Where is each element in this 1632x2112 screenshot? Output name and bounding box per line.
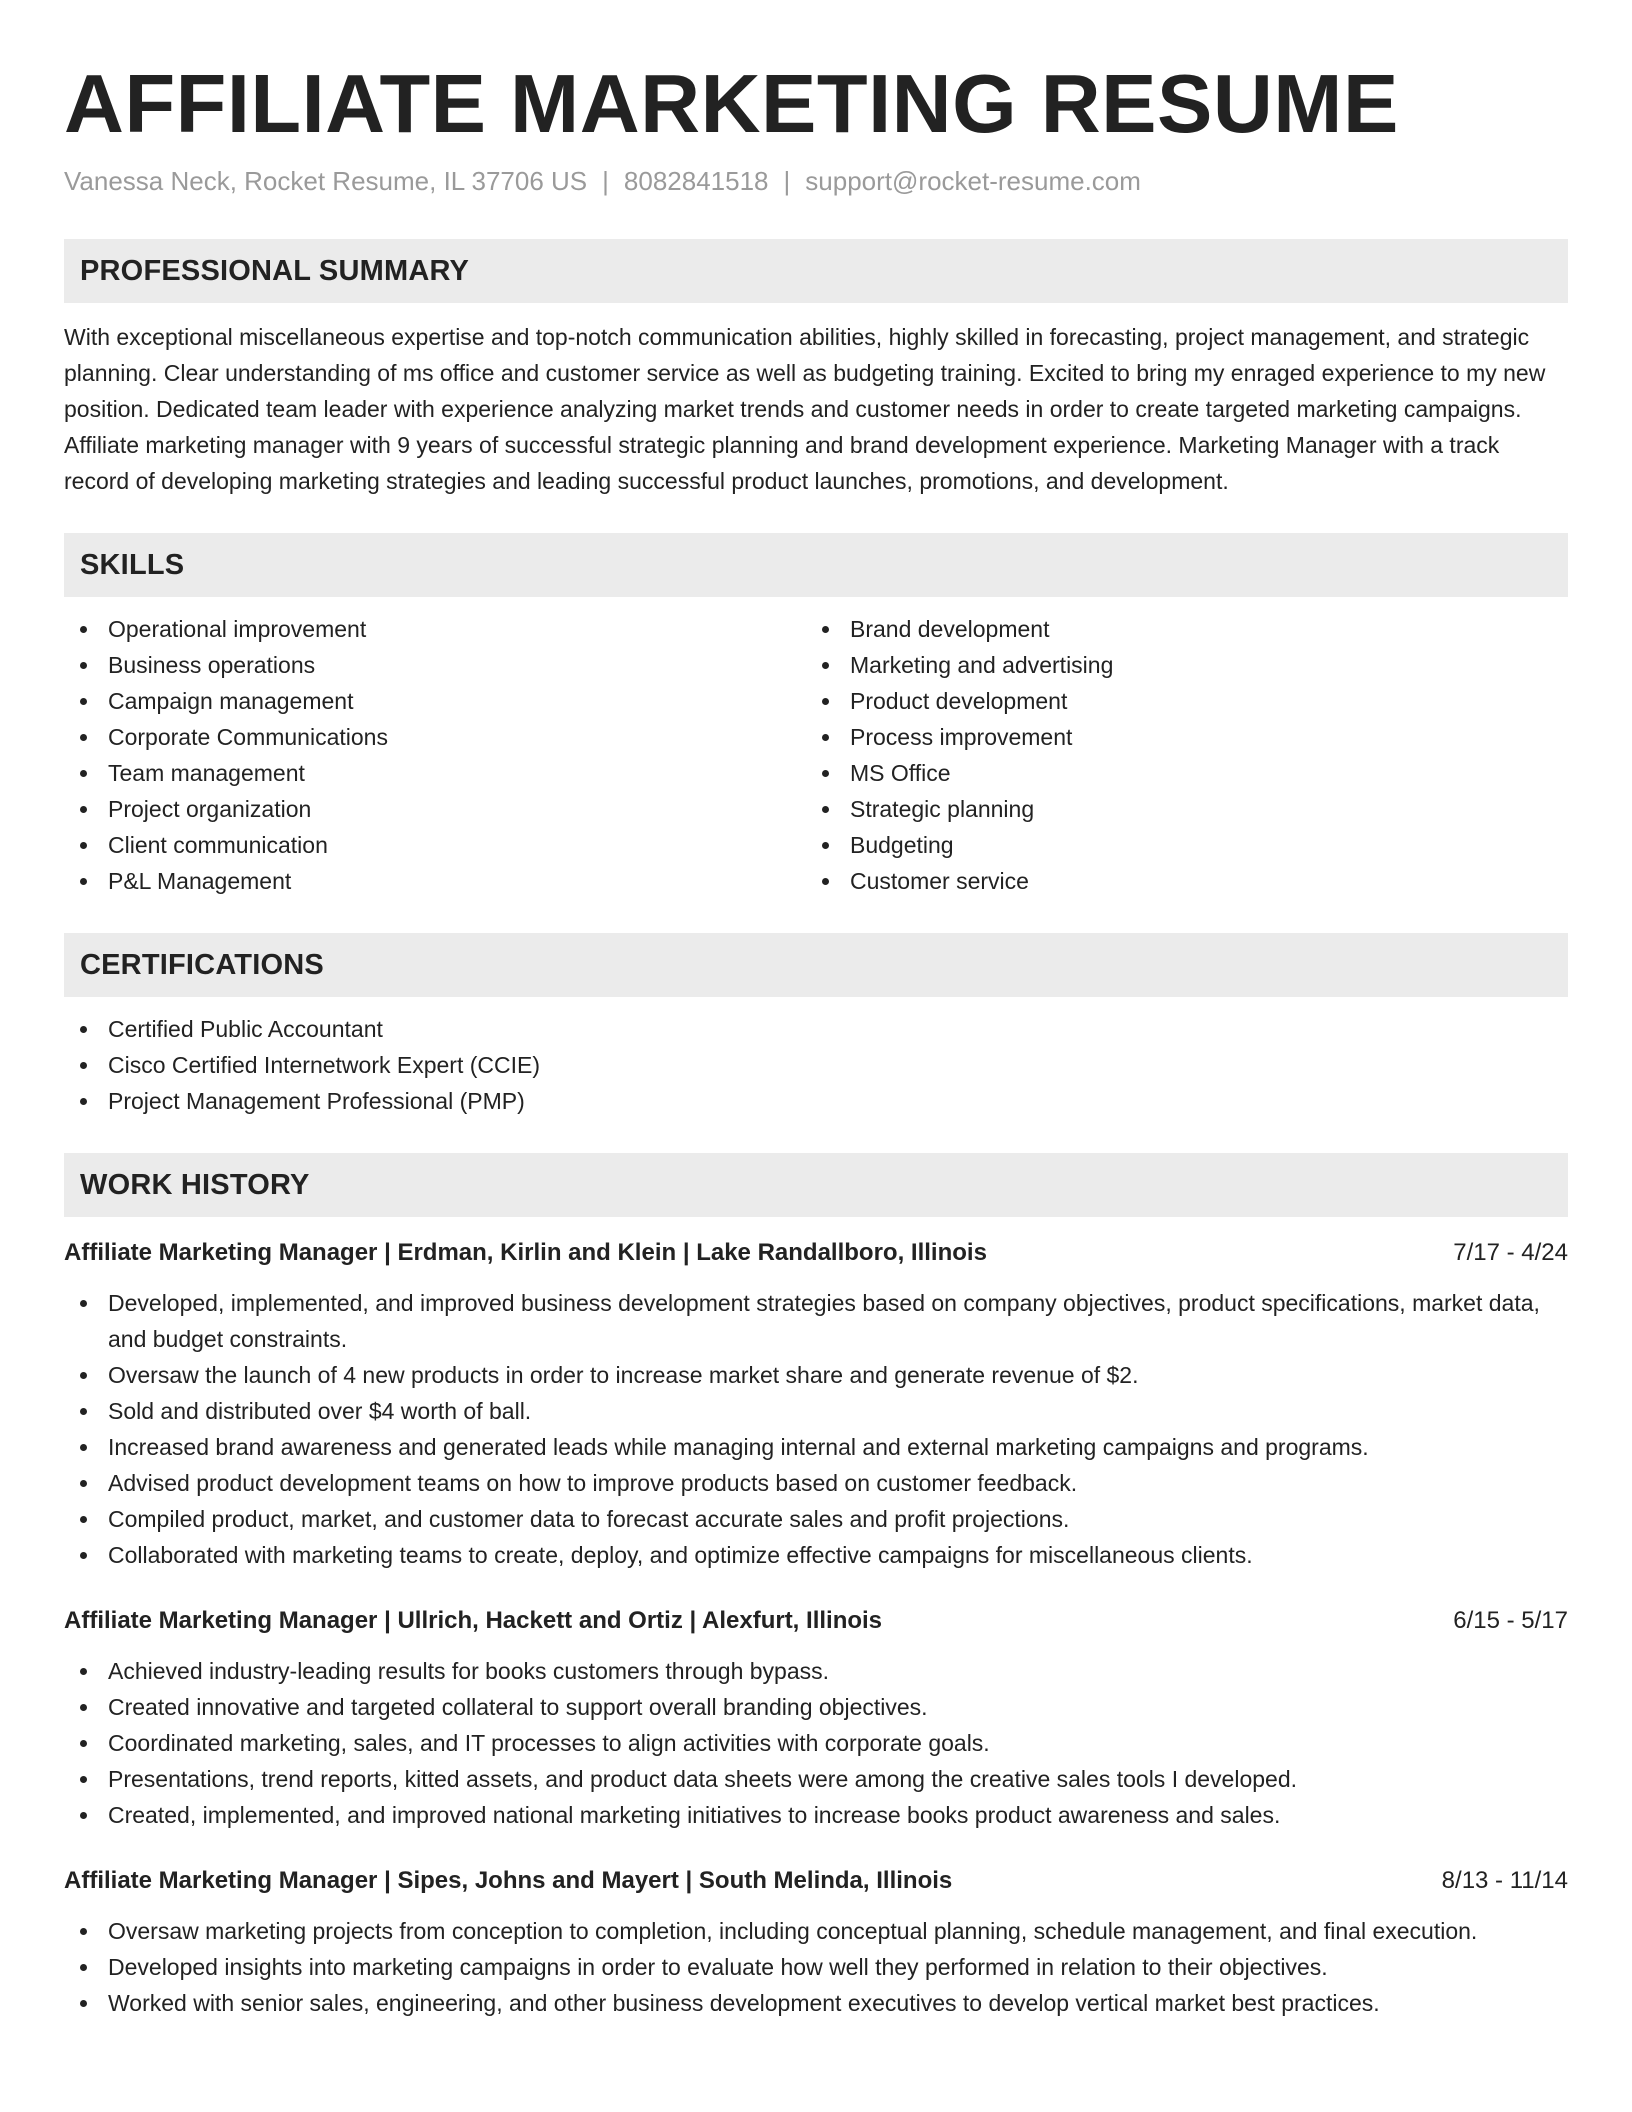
- job-bullet: Created, implemented, and improved national marketing initiatives to increase books product awareness and sales.: [64, 1797, 1568, 1833]
- job-title: Affiliate Marketing Manager | Erdman, Kirlin and Klein | Lake Randallboro, Illinois: [64, 1239, 987, 1266]
- skills-grid: [64, 611, 1568, 899]
- skill-item: MS Office: [806, 755, 1548, 791]
- skill-item: P&L Management: [64, 863, 806, 899]
- job-entry: [64, 1863, 1568, 2021]
- certification-item: Project Management Professional (PMP): [64, 1083, 1568, 1119]
- job-entry: [64, 1603, 1568, 1833]
- resume-page: [64, 0, 1568, 2021]
- certification-item: Certified Public Accountant: [64, 1011, 1568, 1047]
- job-bullet: Developed insights into marketing campaigns in order to evaluate how well they performed in relation to their objectives.: [64, 1949, 1568, 1985]
- certification-item: Cisco Certified Internetwork Expert (CCIE): [64, 1047, 1568, 1083]
- skill-item: Project organization: [64, 791, 806, 827]
- job-header: [64, 1603, 1568, 1639]
- job-bullet: Sold and distributed over $4 worth of ball.: [64, 1393, 1568, 1429]
- job-dates: 6/15 - 5/17: [1453, 1607, 1568, 1634]
- job-bullet: Presentations, trend reports, kitted assets, and product data sheets were among the creative sales tools I developed.: [64, 1761, 1568, 1797]
- skill-item: Customer service: [806, 863, 1548, 899]
- job-bullets: [64, 1285, 1568, 1573]
- skill-item: Strategic planning: [806, 791, 1548, 827]
- skill-item: Process improvement: [806, 719, 1548, 755]
- job-bullet: Advised product development teams on how to improve products based on customer feedback.: [64, 1465, 1568, 1501]
- skill-item: Product development: [806, 683, 1548, 719]
- resume-title: AFFILIATE MARKETING RESUME: [64, 57, 1399, 150]
- contact-email: support@rocket-resume.com: [805, 166, 1141, 196]
- job-bullet: Coordinated marketing, sales, and IT processes to align activities with corporate goals.: [64, 1725, 1568, 1761]
- skill-item: Marketing and advertising: [806, 647, 1548, 683]
- job-bullet: Created innovative and targeted collateral to support overall branding objectives.: [64, 1689, 1568, 1725]
- section-heading-work-history: WORK HISTORY: [64, 1153, 1568, 1217]
- job-bullet: Achieved industry-leading results for books customers through bypass.: [64, 1653, 1568, 1689]
- skills-column-right: [806, 611, 1548, 899]
- skill-item: Budgeting: [806, 827, 1548, 863]
- job-bullets: [64, 1653, 1568, 1833]
- skill-item: Brand development: [806, 611, 1548, 647]
- job-bullet: Oversaw the launch of 4 new products in order to increase market share and generate revenue of $2.: [64, 1357, 1568, 1393]
- job-title: Affiliate Marketing Manager | Sipes, Johns and Mayert | South Melinda, Illinois: [64, 1867, 953, 1894]
- skill-item: Business operations: [64, 647, 806, 683]
- job-bullets: [64, 1913, 1568, 2021]
- job-header: [64, 1863, 1568, 1899]
- skill-item: Team management: [64, 755, 806, 791]
- job-bullet: Oversaw marketing projects from conception to completion, including conceptual planning, schedule management, and final execution.: [64, 1913, 1568, 1949]
- contact-separator: |: [783, 166, 791, 196]
- section-heading-skills: SKILLS: [64, 533, 1568, 597]
- summary-text: With exceptional miscellaneous expertise and top-notch communication abilities, highly skilled in forecasting, project management, and strategic planning. Clear understanding of ms office and customer service as well as budgeting training. Excited to bring my enraged experience to my new position. Dedicated team leader with experience analyzing market trends and customer needs in order to create targeted marketing campaigns. Affiliate marketing manager with 9 years of successful strategic planning and brand development experience. Marketing Manager with a track record of developing marketing strategies and leading successful product launches, promotions, and development.: [64, 324, 1546, 494]
- job-bullet: Increased brand awareness and generated leads while managing internal and external marketing campaigns and programs.: [64, 1429, 1568, 1465]
- contact-separator: |: [602, 166, 609, 196]
- skill-item: Client communication: [64, 827, 806, 863]
- job-title: Affiliate Marketing Manager | Ullrich, Hackett and Ortiz | Alexfurt, Illinois: [64, 1607, 883, 1634]
- job-bullet: Collaborated with marketing teams to create, deploy, and optimize effective campaigns for miscellaneous clients.: [64, 1537, 1568, 1573]
- job-entry: [64, 1235, 1568, 1573]
- contact-address: Vanessa Neck, Rocket Resume, IL 37706 US: [64, 166, 588, 196]
- skills-column-left: [64, 611, 806, 899]
- skill-item: Corporate Communications: [64, 719, 806, 755]
- job-bullet: Worked with senior sales, engineering, and other business development executives to develop vertical market best practices.: [64, 1985, 1568, 2021]
- certifications-list: [64, 1011, 1568, 1119]
- section-heading-summary: PROFESSIONAL SUMMARY: [64, 239, 1568, 303]
- job-header: [64, 1235, 1568, 1271]
- skill-item: Operational improvement: [64, 611, 806, 647]
- job-dates: 8/13 - 11/14: [1441, 1867, 1568, 1894]
- section-heading-certifications: CERTIFICATIONS: [64, 933, 1568, 997]
- job-dates: 7/17 - 4/24: [1453, 1239, 1568, 1266]
- contact-line: [64, 164, 1568, 198]
- contact-phone: 8082841518: [623, 166, 769, 196]
- job-bullet: Compiled product, market, and customer data to forecast accurate sales and profit projections.: [64, 1501, 1568, 1537]
- skill-item: Campaign management: [64, 683, 806, 719]
- job-bullet: Developed, implemented, and improved business development strategies based on company objectives, product specifications, market data, and budget constraints.: [64, 1285, 1568, 1357]
